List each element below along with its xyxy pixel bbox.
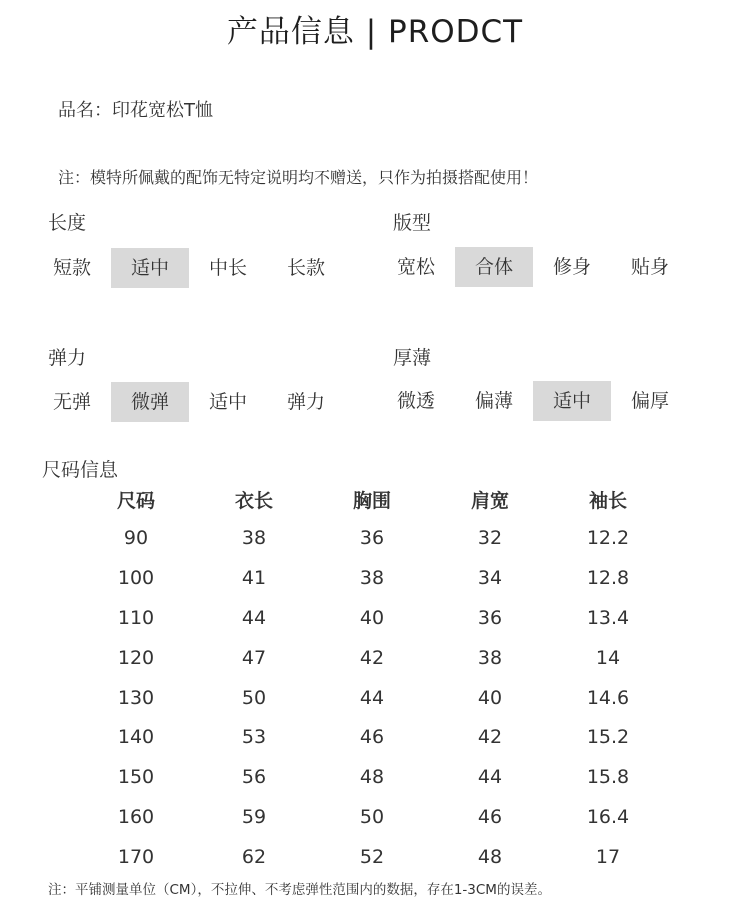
fit-label: 版型 xyxy=(393,212,432,234)
fit-option-selected: 合体 xyxy=(455,247,533,287)
header-shoulder: 肩宽 xyxy=(470,489,509,512)
header-size: 尺码 xyxy=(116,489,155,512)
table-cell: 44 xyxy=(241,606,267,629)
table-row xyxy=(77,638,667,678)
table-cell: 56 xyxy=(241,766,267,789)
length-option: 中长 xyxy=(208,257,247,279)
table-cell: 100 xyxy=(117,566,155,589)
table-cell: 140 xyxy=(117,726,155,749)
header-length: 衣长 xyxy=(234,489,273,512)
table-cell: 13.4 xyxy=(586,606,630,629)
table-cell: 15.8 xyxy=(586,766,630,789)
length-options xyxy=(33,248,345,288)
table-cell: 170 xyxy=(117,846,155,869)
table-cell: 34 xyxy=(477,566,503,589)
length-option-selected: 适中 xyxy=(111,248,189,288)
header-sleeve: 袖长 xyxy=(588,489,627,512)
table-row xyxy=(77,797,667,837)
table-cell: 130 xyxy=(117,686,155,709)
table-cell: 50 xyxy=(241,686,267,709)
table-row xyxy=(77,558,667,598)
accessory-note: 注：模特所佩戴的配饰无特定说明均不赠送，只作为拍摄搭配使用！ xyxy=(58,168,539,187)
length-option: 长款 xyxy=(286,257,325,279)
elasticity-option-selected: 微弹 xyxy=(111,382,189,422)
thickness-option: 微透 xyxy=(396,390,435,412)
table-row xyxy=(77,717,667,757)
table-cell: 17 xyxy=(595,846,621,869)
elasticity-options xyxy=(33,382,345,422)
table-cell: 40 xyxy=(477,686,503,709)
table-cell: 120 xyxy=(117,646,155,669)
table-cell: 90 xyxy=(123,526,149,549)
table-cell: 44 xyxy=(359,686,385,709)
table-cell: 32 xyxy=(477,526,503,549)
table-cell: 59 xyxy=(241,806,267,829)
thickness-option: 偏薄 xyxy=(474,390,513,412)
table-cell: 52 xyxy=(359,846,385,869)
table-cell: 14.6 xyxy=(586,686,630,709)
length-option: 短款 xyxy=(52,257,91,279)
size-table xyxy=(77,480,667,877)
table-cell: 53 xyxy=(241,726,267,749)
elasticity-option: 适中 xyxy=(208,391,247,413)
table-cell: 12.2 xyxy=(586,526,630,549)
thickness-options xyxy=(377,381,689,421)
table-row xyxy=(77,837,667,877)
table-row xyxy=(77,678,667,718)
elasticity-option: 弹力 xyxy=(286,391,325,413)
thickness-option: 偏厚 xyxy=(630,390,669,412)
fit-option: 宽松 xyxy=(396,256,435,278)
table-cell: 41 xyxy=(241,566,267,589)
table-cell: 110 xyxy=(117,606,155,629)
table-cell: 42 xyxy=(359,646,385,669)
table-row xyxy=(77,757,667,797)
table-cell: 42 xyxy=(477,726,503,749)
table-cell: 15.2 xyxy=(586,726,630,749)
table-row xyxy=(77,518,667,558)
table-cell: 62 xyxy=(241,846,267,869)
table-cell: 46 xyxy=(359,726,385,749)
size-table-header xyxy=(77,480,667,518)
fit-options xyxy=(377,247,689,287)
table-cell: 48 xyxy=(477,846,503,869)
size-table-title: 尺码信息 xyxy=(42,459,119,481)
thickness-label: 厚薄 xyxy=(393,347,432,369)
table-cell: 38 xyxy=(241,526,267,549)
table-cell: 16.4 xyxy=(586,806,630,829)
table-cell: 36 xyxy=(477,606,503,629)
header-chest: 胸围 xyxy=(352,489,391,512)
table-cell: 47 xyxy=(241,646,267,669)
table-cell: 36 xyxy=(359,526,385,549)
fit-option: 修身 xyxy=(552,256,591,278)
table-cell: 48 xyxy=(359,766,385,789)
table-cell: 160 xyxy=(117,806,155,829)
table-cell: 44 xyxy=(477,766,503,789)
table-cell: 38 xyxy=(477,646,503,669)
table-cell: 14 xyxy=(595,646,621,669)
elasticity-option: 无弹 xyxy=(52,391,91,413)
table-cell: 50 xyxy=(359,806,385,829)
table-cell: 40 xyxy=(359,606,385,629)
table-cell: 150 xyxy=(117,766,155,789)
table-cell: 12.8 xyxy=(586,566,630,589)
elasticity-label: 弹力 xyxy=(48,347,87,369)
measurement-note: 注：平铺测量单位（CM），不拉伸、不考虑弹性范围内的数据，存在1-3CM的误差。 xyxy=(48,882,551,898)
thickness-option-selected: 适中 xyxy=(533,381,611,421)
table-cell: 46 xyxy=(477,806,503,829)
fit-option: 贴身 xyxy=(630,256,669,278)
product-name: 品名：印花宽松T恤 xyxy=(58,100,213,121)
table-cell: 38 xyxy=(359,566,385,589)
page-title: 产品信息 | PRODCT xyxy=(226,14,524,50)
length-label: 长度 xyxy=(48,212,87,234)
table-row xyxy=(77,598,667,638)
